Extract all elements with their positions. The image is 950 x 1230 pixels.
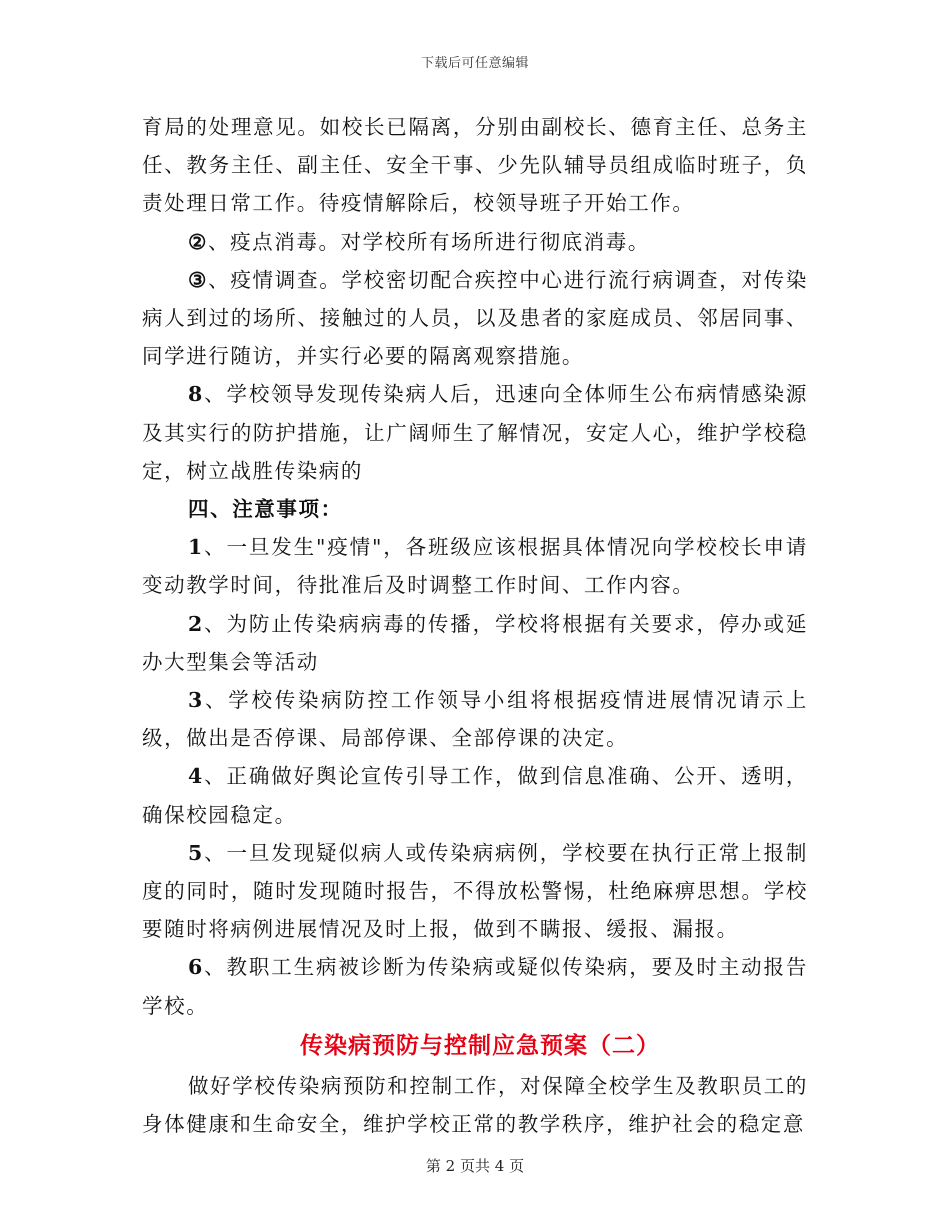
paragraph-note-5 bbox=[142, 834, 808, 949]
item-number: 1 bbox=[188, 535, 204, 560]
item-number: 8 bbox=[188, 382, 204, 407]
paragraph-note-6 bbox=[142, 948, 808, 1024]
paragraph-item-3 bbox=[142, 261, 808, 376]
item-number: 3 bbox=[188, 688, 204, 713]
item-number: 4 bbox=[188, 764, 204, 789]
paragraph-note-3 bbox=[142, 681, 808, 757]
section-title: 传染病预防与控制应急预案（二） bbox=[300, 1031, 660, 1059]
intro-paragraph: 做好学校传染病预防和控制工作，对保障全校学生及教职员工的身体健康和生命安全，维护学校正常的教学秩序，维护社会的稳定意 bbox=[142, 1073, 808, 1137]
item-text: 、一旦发生"疫情"，各班级应该根据具体情况向学校校长申请变动教学时间，待批准后及时调整工作时间、工作内容。 bbox=[142, 535, 808, 598]
item-number: ③ bbox=[188, 267, 209, 292]
item-number: 5 bbox=[188, 840, 204, 865]
item-text: 、一旦发现疑似病人或传染病病例，学校要在执行正常上报制度的同时，随时发现随时报告，不得放松警惕，杜绝麻痹思想。学校要随时将病例进展情况及时上报，做到不瞒报、缓报、漏报。 bbox=[142, 840, 808, 942]
paragraph-continuation: 育局的处理意见。如校长已隔离，分别由副校长、德育主任、总务主任、教务主任、副主任、安全干事、少先队辅导员组成临时班子，负责处理日常工作。待疫情解除后，校领导班子开始工作。 bbox=[142, 115, 808, 216]
item-text: 、学校传染病防控工作领导小组将根据疫情进展情况请示上级，做出是否停课、局部停课、全部停课的决定。 bbox=[142, 688, 808, 751]
item-text: 、为防止传染病病毒的传播，学校将根据有关要求，停办或延办大型集会等活动 bbox=[142, 611, 808, 674]
paragraph-item-8 bbox=[142, 375, 808, 490]
section-heading-notes: 四、注意事项： bbox=[188, 497, 343, 522]
item-number: 2 bbox=[188, 611, 204, 636]
item-text: 、教职工生病被诊断为传染病或疑似传染病，要及时主动报告学校。 bbox=[142, 955, 808, 1018]
paragraph-note-1 bbox=[142, 528, 808, 604]
paragraph-note-4 bbox=[142, 757, 808, 833]
paragraph-note-2 bbox=[142, 605, 808, 681]
document-body bbox=[142, 108, 808, 1143]
item-number: ② bbox=[188, 229, 208, 254]
item-number: 6 bbox=[188, 955, 204, 980]
page-footer: 第 2 页共 4 页 bbox=[425, 1157, 525, 1175]
item-text: 、正确做好舆论宣传引导工作，做到信息准确、公开、透明，确保校园稳定。 bbox=[142, 764, 808, 827]
page-header: 下载后可任意编辑 bbox=[420, 56, 529, 71]
item-text: 、疫点消毒。对学校所有场所进行彻底消毒。 bbox=[207, 229, 650, 254]
item-text: 、疫情调查。学校密切配合疾控中心进行流行病调查，对传染病人到过的场所、接触过的人员，以及患者的家庭成员、邻居同事、同学进行随访，并实行必要的隔离观察措施。 bbox=[142, 267, 808, 369]
paragraph-item-2 bbox=[142, 223, 808, 261]
item-text: 、学校领导发现传染病人后，迅速向全体师生公布病情感染源及其实行的防护措施，让广阔师生了解情况，安定人心，维护学校稳定，树立战胜传染病的 bbox=[142, 382, 808, 483]
